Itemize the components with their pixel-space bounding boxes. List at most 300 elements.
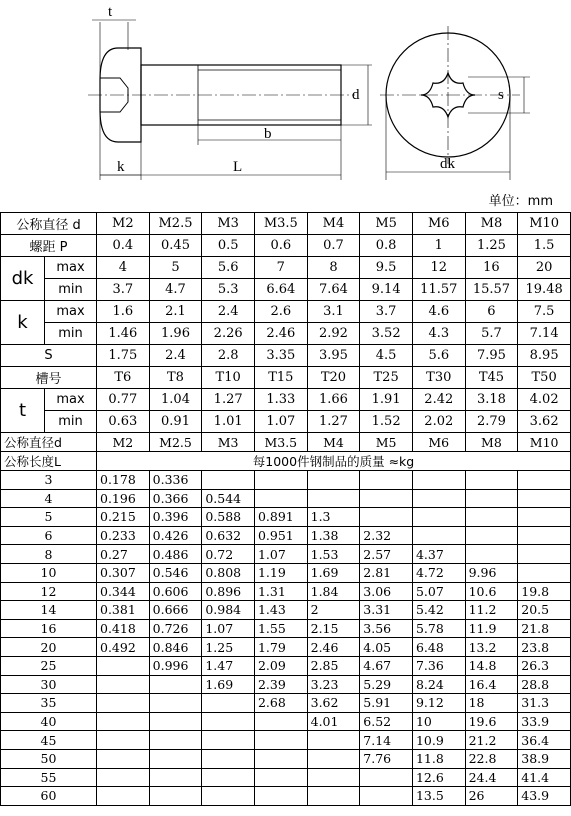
mass-cell	[254, 768, 307, 787]
slot-cell: T50	[518, 367, 571, 389]
mass-cell	[254, 489, 307, 508]
k-label: k	[1, 301, 45, 345]
mass-cell	[412, 489, 465, 508]
label-s: s	[498, 87, 504, 103]
dk_max-cell: 12	[412, 257, 465, 279]
t_min-cell: 0.63	[97, 411, 150, 433]
mass-cell	[97, 712, 150, 731]
mass-row	[1, 768, 571, 787]
length-cell: 8	[1, 545, 97, 564]
mass-cell: 1.3	[307, 508, 360, 527]
k_min-cell: 2.92	[307, 323, 360, 345]
sizes-cell: M3.5	[254, 213, 307, 235]
length-cell: 4	[1, 489, 97, 508]
mass-cell	[149, 731, 202, 750]
mass-length-label: 公称长度L	[1, 452, 97, 471]
mass-cell: 0.846	[149, 638, 202, 657]
size-row	[1, 213, 571, 235]
mass-cell: 21.2	[465, 731, 518, 750]
mass-cell: 26.3	[518, 656, 571, 675]
max-label: max	[45, 389, 97, 411]
mass-cell: 4.01	[307, 712, 360, 731]
slot-cell: T30	[412, 367, 465, 389]
label-L: L	[233, 159, 243, 175]
length-cell: 55	[1, 768, 97, 787]
t_min-cell: 2.79	[465, 411, 518, 433]
mass-cell: 10.9	[412, 731, 465, 750]
s-cell: 2.4	[149, 345, 202, 367]
dk_min-cell: 3.7	[97, 279, 150, 301]
t-max-row	[1, 389, 571, 411]
k_min-cell: 3.52	[360, 323, 413, 345]
mass-cell	[412, 526, 465, 545]
mass-cell: 9.12	[412, 694, 465, 713]
mass-cell	[202, 768, 255, 787]
dk_max-cell: 16	[465, 257, 518, 279]
mass-row	[1, 471, 571, 490]
mass-cell	[360, 787, 413, 806]
mass-cell: 3.23	[307, 675, 360, 694]
mass-cell: 1.55	[254, 619, 307, 638]
sizes-cell: M10	[518, 213, 571, 235]
mass-cell: 11.2	[465, 601, 518, 620]
mass-header: 每1000件钢制品的质量 ≈kg	[97, 452, 571, 471]
mass-cell: 7.14	[360, 731, 413, 750]
t_min-cell: 2.02	[412, 411, 465, 433]
mass-cell: 26	[465, 787, 518, 806]
t_max-cell: 3.18	[465, 389, 518, 411]
mass-cell: 11.9	[465, 619, 518, 638]
mass-cell: 3.31	[360, 601, 413, 620]
mass-cell: 5.42	[412, 601, 465, 620]
mass-cell	[149, 675, 202, 694]
mass-cell: 41.4	[518, 768, 571, 787]
mass-cell: 22.8	[465, 749, 518, 768]
mass-cell	[360, 768, 413, 787]
mass-cell	[465, 526, 518, 545]
pitch-cell: 0.8	[360, 235, 413, 257]
length-cell: 3	[1, 471, 97, 490]
mass-cell: 1.38	[307, 526, 360, 545]
mass-size-cell: M3	[202, 433, 255, 452]
mass-cell: 1.07	[254, 545, 307, 564]
mass-cell: 0.396	[149, 508, 202, 527]
sizes-cell: M8	[465, 213, 518, 235]
mass-cell: 7.76	[360, 749, 413, 768]
label-b: b	[264, 126, 272, 142]
mass-cell	[254, 787, 307, 806]
slot-cell: T15	[254, 367, 307, 389]
mass-cell	[202, 731, 255, 750]
slot-cell: T45	[465, 367, 518, 389]
mass-cell: 5.78	[412, 619, 465, 638]
mass-cell: 0.381	[97, 601, 150, 620]
s-label: S	[1, 345, 97, 367]
mass-cell: 3.62	[307, 694, 360, 713]
length-cell: 12	[1, 582, 97, 601]
mass-cell: 9.96	[465, 563, 518, 582]
mass-cell	[360, 471, 413, 490]
t_max-cell: 1.91	[360, 389, 413, 411]
mass-cell: 0.492	[97, 638, 150, 657]
dk_min-cell: 6.64	[254, 279, 307, 301]
length-cell: 5	[1, 508, 97, 527]
dk_min-cell: 19.48	[518, 279, 571, 301]
mass-row	[1, 712, 571, 731]
mass-cell: 38.9	[518, 749, 571, 768]
mass-cell: 14.8	[465, 656, 518, 675]
mass-row	[1, 545, 571, 564]
mass-cell: 2.85	[307, 656, 360, 675]
t_min-cell: 0.91	[149, 411, 202, 433]
slot-cell: T8	[149, 367, 202, 389]
mass-cell: 1.84	[307, 582, 360, 601]
mass-cell: 2.46	[307, 638, 360, 657]
t-label: t	[1, 389, 45, 433]
mass-cell	[97, 731, 150, 750]
dk-max-row	[1, 257, 571, 279]
mass-cell	[518, 508, 571, 527]
mass-cell	[149, 768, 202, 787]
length-cell: 6	[1, 526, 97, 545]
mass-cell: 11.8	[412, 749, 465, 768]
mass-table	[0, 432, 571, 806]
mass-row	[1, 638, 571, 657]
slot-cell: T10	[202, 367, 255, 389]
mass-cell: 0.984	[202, 601, 255, 620]
sizes-cell: M2.5	[149, 213, 202, 235]
max-label: max	[45, 301, 97, 323]
mass-row	[1, 787, 571, 806]
mass-cell	[465, 489, 518, 508]
mass-cell: 2.32	[360, 526, 413, 545]
pitch-cell: 1	[412, 235, 465, 257]
dk_max-cell: 5	[149, 257, 202, 279]
mass-cell: 0.366	[149, 489, 202, 508]
mass-cell: 2.39	[254, 675, 307, 694]
mass-cell: 2.68	[254, 694, 307, 713]
k_max-cell: 4.6	[412, 301, 465, 323]
mass-nominal-label: 公称直径d	[1, 433, 97, 452]
length-cell: 60	[1, 787, 97, 806]
mass-row	[1, 489, 571, 508]
k_min-cell: 5.7	[465, 323, 518, 345]
mass-cell: 21.8	[518, 619, 571, 638]
k_min-cell: 1.46	[97, 323, 150, 345]
length-cell: 10	[1, 563, 97, 582]
length-cell: 25	[1, 656, 97, 675]
length-cell: 20	[1, 638, 97, 657]
length-cell: 16	[1, 619, 97, 638]
mass-cell: 0.336	[149, 471, 202, 490]
k-max-row	[1, 301, 571, 323]
mass-cell: 4.05	[360, 638, 413, 657]
mass-cell: 0.344	[97, 582, 150, 601]
mass-cell: 2	[307, 601, 360, 620]
mass-cell	[202, 471, 255, 490]
mass-cell	[254, 749, 307, 768]
mass-cell: 10	[412, 712, 465, 731]
length-cell: 35	[1, 694, 97, 713]
mass-cell: 0.896	[202, 582, 255, 601]
k_min-cell: 2.26	[202, 323, 255, 345]
k-min-row	[1, 323, 571, 345]
s-cell: 1.75	[97, 345, 150, 367]
mass-cell: 6.52	[360, 712, 413, 731]
mass-row	[1, 563, 571, 582]
mass-cell	[412, 471, 465, 490]
mass-cell	[360, 508, 413, 527]
s-row	[1, 345, 571, 367]
mass-cell: 2.09	[254, 656, 307, 675]
mass-cell: 2.15	[307, 619, 360, 638]
mass-cell	[254, 712, 307, 731]
mass-cell: 0.544	[202, 489, 255, 508]
mass-cell	[307, 489, 360, 508]
mass-cell: 0.808	[202, 563, 255, 582]
pitch-cell: 0.5	[202, 235, 255, 257]
s-cell: 3.95	[307, 345, 360, 367]
mass-cell	[254, 471, 307, 490]
mass-cell: 33.9	[518, 712, 571, 731]
t_max-cell: 1.66	[307, 389, 360, 411]
mass-cell	[307, 731, 360, 750]
dk_min-cell: 9.14	[360, 279, 413, 301]
t_max-cell: 0.77	[97, 389, 150, 411]
mass-cell	[149, 694, 202, 713]
mass-cell: 0.426	[149, 526, 202, 545]
min-label: min	[45, 411, 97, 433]
t-min-row	[1, 411, 571, 433]
mass-cell: 5.29	[360, 675, 413, 694]
mass-row	[1, 656, 571, 675]
mass-cell: 1.69	[202, 675, 255, 694]
pitch-cell: 0.6	[254, 235, 307, 257]
mass-cell: 3.56	[360, 619, 413, 638]
mass-cell: 1.31	[254, 582, 307, 601]
s-cell: 2.8	[202, 345, 255, 367]
pitch-cell: 0.7	[307, 235, 360, 257]
sizes-cell: M6	[412, 213, 465, 235]
mass-cell: 1.25	[202, 638, 255, 657]
sizes-cell: M3	[202, 213, 255, 235]
dk_max-cell: 20	[518, 257, 571, 279]
mass-cell	[149, 712, 202, 731]
dk-min-row	[1, 279, 571, 301]
k_min-cell: 1.96	[149, 323, 202, 345]
mass-cell: 1.79	[254, 638, 307, 657]
sizes-cell: M4	[307, 213, 360, 235]
mass-cell	[412, 508, 465, 527]
mass-cell: 10.6	[465, 582, 518, 601]
mass-row	[1, 749, 571, 768]
pitch-cell: 0.45	[149, 235, 202, 257]
k_max-cell: 3.7	[360, 301, 413, 323]
mass-row	[1, 601, 571, 620]
mass-cell	[97, 749, 150, 768]
mass-cell: 1.07	[202, 619, 255, 638]
s-cell: 8.95	[518, 345, 571, 367]
sizes-cell: M5	[360, 213, 413, 235]
t_min-cell: 1.07	[254, 411, 307, 433]
mass-cell: 36.4	[518, 731, 571, 750]
dk_max-cell: 7	[254, 257, 307, 279]
mass-cell	[97, 656, 150, 675]
dimension-table	[0, 212, 571, 433]
t_max-cell: 1.04	[149, 389, 202, 411]
t_max-cell: 4.02	[518, 389, 571, 411]
mass-row	[1, 731, 571, 750]
mass-cell: 0.233	[97, 526, 150, 545]
t_min-cell: 1.01	[202, 411, 255, 433]
length-cell: 40	[1, 712, 97, 731]
slot-label: 槽号	[1, 367, 97, 389]
mass-size-cell: M8	[465, 433, 518, 452]
dk_max-cell: 5.6	[202, 257, 255, 279]
mass-cell: 1.53	[307, 545, 360, 564]
slot-cell: T6	[97, 367, 150, 389]
s-cell: 5.6	[412, 345, 465, 367]
label-k: k	[117, 159, 125, 175]
s-cell: 7.95	[465, 345, 518, 367]
t_max-cell: 1.33	[254, 389, 307, 411]
t_min-cell: 3.62	[518, 411, 571, 433]
mass-cell: 4.67	[360, 656, 413, 675]
mass-cell: 18	[465, 694, 518, 713]
mass-cell: 0.726	[149, 619, 202, 638]
k_min-cell: 7.14	[518, 323, 571, 345]
mass-cell: 5.91	[360, 694, 413, 713]
mass-cell	[465, 545, 518, 564]
t_min-cell: 1.52	[360, 411, 413, 433]
mass-cell: 3.06	[360, 582, 413, 601]
mass-cell: 13.2	[465, 638, 518, 657]
t_max-cell: 1.27	[202, 389, 255, 411]
k_max-cell: 3.1	[307, 301, 360, 323]
mass-cell	[518, 563, 571, 582]
mass-cell: 0.215	[97, 508, 150, 527]
mass-cell	[307, 768, 360, 787]
dk_max-cell: 8	[307, 257, 360, 279]
k_max-cell: 7.5	[518, 301, 571, 323]
s-cell: 4.5	[360, 345, 413, 367]
k_min-cell: 4.3	[412, 323, 465, 345]
mass-cell: 24.4	[465, 768, 518, 787]
mass-cell	[307, 749, 360, 768]
label-dk: dk	[440, 156, 455, 172]
mass-row	[1, 619, 571, 638]
mass-cell: 1.19	[254, 563, 307, 582]
k_max-cell: 2.1	[149, 301, 202, 323]
nominal-label: 公称直径 d	[1, 213, 97, 235]
mass-cell	[97, 675, 150, 694]
mass-cell: 0.546	[149, 563, 202, 582]
mass-cell	[465, 508, 518, 527]
mass-cell	[97, 768, 150, 787]
mass-cell: 5.07	[412, 582, 465, 601]
dk_max-cell: 9.5	[360, 257, 413, 279]
pitch-cell: 0.4	[97, 235, 150, 257]
mass-cell: 43.9	[518, 787, 571, 806]
mass-cell: 19.6	[465, 712, 518, 731]
mass-cell: 4.37	[412, 545, 465, 564]
sizes-cell: M2	[97, 213, 150, 235]
mass-cell	[254, 731, 307, 750]
mass-cell	[518, 545, 571, 564]
mass-size-cell: M4	[307, 433, 360, 452]
t_min-cell: 1.27	[307, 411, 360, 433]
mass-cell: 0.196	[97, 489, 150, 508]
max-label: max	[45, 257, 97, 279]
screw-drawing	[0, 0, 571, 188]
mass-cell	[360, 489, 413, 508]
slot-cell: T25	[360, 367, 413, 389]
dk-label: dk	[1, 257, 45, 301]
mass-cell: 31.3	[518, 694, 571, 713]
mass-cell: 20.5	[518, 601, 571, 620]
mass-cell: 1.69	[307, 563, 360, 582]
dk_min-cell: 15.57	[465, 279, 518, 301]
mass-cell	[97, 694, 150, 713]
mass-cell: 0.891	[254, 508, 307, 527]
mass-size-cell: M10	[518, 433, 571, 452]
mass-cell: 1.47	[202, 656, 255, 675]
mass-cell: 0.486	[149, 545, 202, 564]
mass-cell	[518, 489, 571, 508]
k_max-cell: 1.6	[97, 301, 150, 323]
mass-cell: 13.5	[412, 787, 465, 806]
dk_min-cell: 7.64	[307, 279, 360, 301]
label-t: t	[108, 4, 113, 20]
length-cell: 14	[1, 601, 97, 620]
mass-cell	[149, 787, 202, 806]
mass-cell	[202, 749, 255, 768]
mass-cell: 0.666	[149, 601, 202, 620]
mass-cell: 28.8	[518, 675, 571, 694]
mass-cell	[518, 526, 571, 545]
label-d: d	[352, 87, 360, 103]
mass-cell: 0.632	[202, 526, 255, 545]
mass-cell: 0.588	[202, 508, 255, 527]
mass-row	[1, 675, 571, 694]
mass-size-cell: M6	[412, 433, 465, 452]
length-cell: 45	[1, 731, 97, 750]
pitch-label: 螺距 P	[1, 235, 97, 257]
min-label: min	[45, 323, 97, 345]
mass-cell	[149, 749, 202, 768]
mass-header-row	[1, 452, 571, 471]
slot-row	[1, 367, 571, 389]
mass-cell: 0.178	[97, 471, 150, 490]
mass-cell: 2.81	[360, 563, 413, 582]
mass-cell	[307, 787, 360, 806]
mass-row	[1, 508, 571, 527]
mass-size-cell: M2	[97, 433, 150, 452]
mass-cell	[202, 694, 255, 713]
mass-cell: 8.24	[412, 675, 465, 694]
mass-cell: 0.27	[97, 545, 150, 564]
mass-size-cell: M2.5	[149, 433, 202, 452]
k_max-cell: 6	[465, 301, 518, 323]
dk_min-cell: 11.57	[412, 279, 465, 301]
mass-cell: 0.72	[202, 545, 255, 564]
mass-cell: 16.4	[465, 675, 518, 694]
k_max-cell: 2.6	[254, 301, 307, 323]
k_max-cell: 2.4	[202, 301, 255, 323]
mass-row	[1, 582, 571, 601]
pitch-cell: 1.25	[465, 235, 518, 257]
mass-cell	[202, 787, 255, 806]
